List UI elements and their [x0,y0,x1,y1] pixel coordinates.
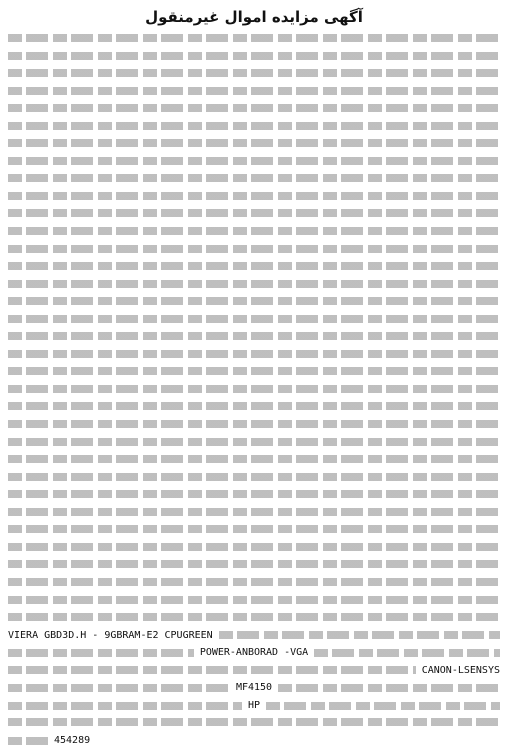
body-line [8,293,500,311]
body-line [8,65,500,83]
model-text: HP [247,699,261,711]
body-line [8,486,500,504]
body-line [8,328,500,346]
body-line [8,363,500,381]
body-line [8,223,500,241]
body-line [8,556,500,574]
body-line [8,416,500,434]
body-line [8,662,500,680]
body-line [8,644,500,662]
body-line [8,258,500,276]
notice-number: 454289 [54,734,91,746]
body-line [8,732,500,749]
body-line [8,170,500,188]
body-line [8,521,500,539]
body-line [8,592,500,610]
model-text: VIERA [8,629,39,641]
body-line [8,697,500,715]
body-line [8,539,500,557]
model-text: MF4150 [235,682,273,694]
body-line [8,205,500,223]
body-line [8,118,500,136]
body-line [8,451,500,469]
body-line [8,346,500,364]
body-line [8,311,500,329]
body-line [8,153,500,171]
body-line [8,574,500,592]
body-line [8,100,500,118]
body-line [8,381,500,399]
body-line [8,30,500,48]
notice-body [8,30,500,749]
body-line [8,135,500,153]
notice-title: آگهی مزایده اموال غیرمنقول [145,8,363,26]
body-line [8,434,500,452]
body-line [8,609,500,627]
body-line [8,188,500,206]
body-line [8,679,500,697]
model-text: CANON-LSENSYS [421,664,500,676]
body-line [8,276,500,294]
body-line [8,714,500,732]
body-line [8,83,500,101]
body-line [8,627,500,645]
model-text: POWER-ANBORAD -VGA [199,647,309,659]
body-line [8,398,500,416]
body-line [8,241,500,259]
body-line [8,48,500,66]
model-text: GBD3D.H - 9GBRAM-E2 CPUGREEN [44,629,213,641]
body-line [8,469,500,487]
body-line [8,504,500,522]
